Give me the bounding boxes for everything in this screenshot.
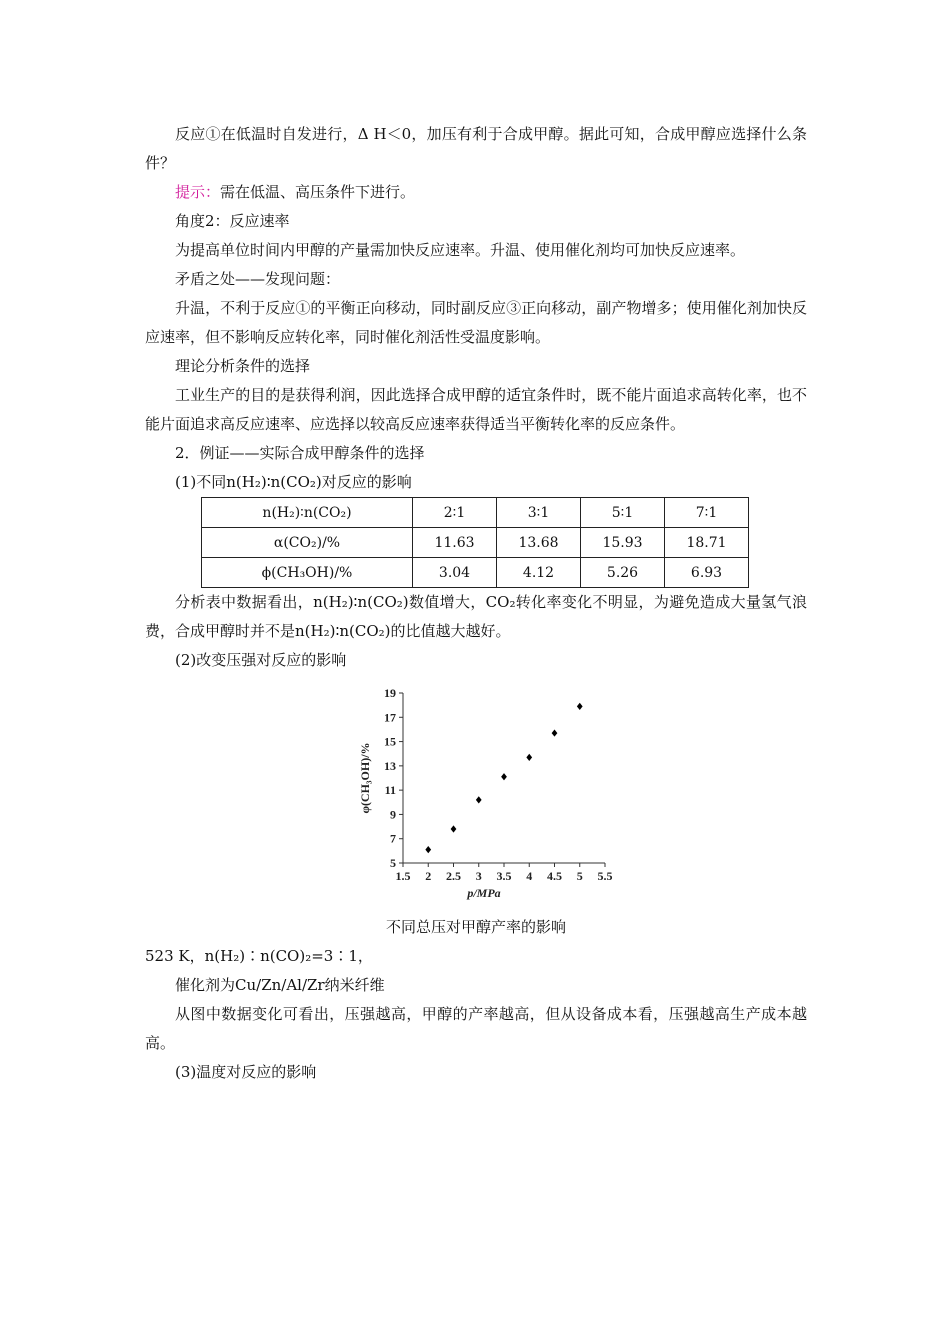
paragraph-theory: 工业生产的目的是获得利润，因此选择合成甲醇的适宜条件时，既不能片面追求高转化率，也不能片面追求高反应速率、应选择以较高反应速率获得适当平衡转化率的反应条件。 <box>145 386 807 433</box>
y-tick-label: 19 <box>384 686 396 700</box>
data-point <box>425 846 431 853</box>
table-cell: 2∶1 <box>413 498 497 528</box>
table-cell: ϕ(CH₃OH)/% <box>202 558 413 588</box>
table-cell: 13.68 <box>497 528 581 558</box>
chart-caption: 不同总压对甲醇产率的影响 <box>385 918 566 936</box>
data-point <box>552 729 558 736</box>
x-tick-label: 2 <box>425 869 432 883</box>
data-point <box>451 825 457 832</box>
data-point <box>526 754 532 761</box>
y-tick-label: 13 <box>384 758 396 773</box>
paragraph-contradiction: 升温，不利于反应①的平衡正向移动，同时副反应③正向移动，副产物增多；使用催化剂加快反应速率，但不影响反应转化率，同时催化剂活性受温度影响。 <box>145 299 807 346</box>
x-tick-label: 5 <box>576 869 583 883</box>
subsection2-heading: (2)改变压强对反应的影响 <box>175 651 347 669</box>
y-axis-label: φ(CH₃OH)/% <box>358 742 372 814</box>
x-tick-label: 4.5 <box>547 869 562 883</box>
angle2-heading: 角度2：反应速率 <box>175 212 290 230</box>
table-cell: 6.93 <box>665 558 749 588</box>
table-cell: α(CO₂)/% <box>202 528 413 558</box>
subsection3-heading: (3)温度对反应的影响 <box>175 1063 317 1081</box>
x-tick-label: 3.5 <box>496 869 512 883</box>
paragraph-chart-analysis: 从图中数据变化可看出，压强越高，甲醇的产率越高，但从设备成本看，压强越高生产成本越高。 <box>145 1005 807 1052</box>
table-cell: n(H₂)∶n(CO₂) <box>202 498 413 528</box>
hint-label: 提示： <box>175 183 221 201</box>
data-point <box>501 773 507 780</box>
table-cell: 11.63 <box>413 528 497 558</box>
y-tick-label: 17 <box>384 710 396 725</box>
section2-heading: 2．例证——实际合成甲醇条件的选择 <box>175 444 425 462</box>
data-point <box>476 796 482 803</box>
table-cell: 5∶1 <box>581 498 665 528</box>
y-tick-label: 7 <box>390 831 396 846</box>
x-tick-label: 4 <box>526 869 533 883</box>
pressure-scatter-chart <box>355 681 615 913</box>
hint-line <box>145 178 807 207</box>
subsection1-heading: (1)不同n(H₂)∶n(CO₂)对反应的影响 <box>175 473 412 491</box>
table-cell: 3∶1 <box>497 498 581 528</box>
table-header-row <box>202 498 749 528</box>
x-tick-label: 1.5 <box>395 869 411 883</box>
pressure-chart-container <box>145 681 807 913</box>
table-cell: 18.71 <box>665 528 749 558</box>
y-tick-label: 9 <box>390 807 396 822</box>
table-cell: 7∶1 <box>665 498 749 528</box>
paragraph-spontaneity: 反应①在低温时自发进行，Δ H＜0，加压有利于合成甲醇。据此可知，合成甲醇应选择什么条件？ <box>145 125 807 172</box>
theory-heading: 理论分析条件的选择 <box>175 357 311 375</box>
conditions-line-1: 523 K，n(H₂)∶n(CO)₂=3∶1， <box>145 947 373 965</box>
x-tick-label: 5.5 <box>597 869 613 883</box>
contradiction-heading: 矛盾之处——发现问题： <box>175 270 341 288</box>
y-tick-label: 11 <box>384 783 396 798</box>
y-tick-label: 5 <box>390 856 396 870</box>
table-row <box>202 528 749 558</box>
hint-text: 需在低温、高压条件下进行。 <box>220 183 416 201</box>
x-tick-label: 2.5 <box>446 869 461 883</box>
conditions-line-2: 催化剂为Cu/Zn/Al/Zr纳米纤维 <box>175 976 385 994</box>
table-row <box>202 558 749 588</box>
ratio-table <box>201 497 749 588</box>
data-point <box>577 703 583 710</box>
table-cell: 5.26 <box>581 558 665 588</box>
paragraph-rate: 为提高单位时间内甲醇的产量需加快反应速率。升温、使用催化剂均可加快反应速率。 <box>175 241 746 259</box>
table-cell: 15.93 <box>581 528 665 558</box>
x-tick-label: 3 <box>475 869 482 883</box>
y-tick-label: 15 <box>384 734 396 749</box>
x-axis-label: p/MPa <box>467 886 501 900</box>
document-page <box>145 120 807 1087</box>
paragraph-table-analysis: 分析表中数据看出，n(H₂)∶n(CO₂)数值增大，CO₂转化率变化不明显，为避免造成大量氢气浪费，合成甲醇时并不是n(H₂)∶n(CO₂)的比值越大越好。 <box>145 593 807 640</box>
table-cell: 4.12 <box>497 558 581 588</box>
table-cell: 3.04 <box>413 558 497 588</box>
